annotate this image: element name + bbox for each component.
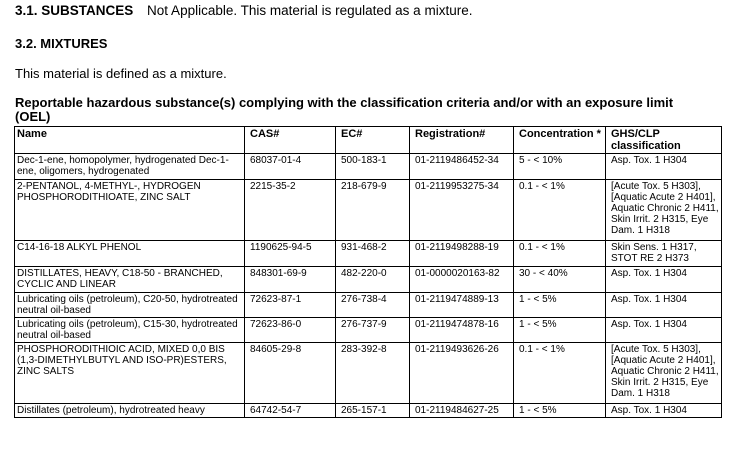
header-name: Name	[15, 127, 245, 154]
cell-cas: 1190625-94-5	[245, 241, 336, 267]
table-row	[15, 318, 722, 343]
cell-classification: Asp. Tox. 1 H304	[606, 154, 722, 180]
header-registration: Registration#	[410, 127, 514, 154]
cell-registration: 01-2119953275-34	[410, 180, 514, 241]
header-ec: EC#	[336, 127, 410, 154]
cell-concentration: 5 - < 10%	[514, 154, 606, 180]
cell-name: Distillates (petroleum), hydrotreated heavy	[15, 404, 245, 418]
cell-ec: 276-738-4	[336, 293, 410, 318]
cell-classification: [Acute Tox. 5 H303], [Aquatic Acute 2 H401], Aquatic Chronic 2 H411, Skin Irrit. 2 H315, Eye Dam. 1 H318	[606, 343, 722, 404]
table-row	[15, 154, 722, 180]
table-row	[15, 293, 722, 318]
cell-cas: 68037-01-4	[245, 154, 336, 180]
cell-ec: 283-392-8	[336, 343, 410, 404]
cell-classification: Asp. Tox. 1 H304	[606, 293, 722, 318]
section-3-1-text: Not Applicable. This material is regulated as a mixture.	[147, 3, 473, 18]
cell-classification: Asp. Tox. 1 H304	[606, 404, 722, 418]
cell-registration: 01-2119484627-25	[410, 404, 514, 418]
cell-registration: 01-2119493626-26	[410, 343, 514, 404]
table-row	[15, 267, 722, 293]
table-header-row	[15, 127, 722, 154]
section-3-1	[15, 3, 472, 18]
mixtures-table	[14, 126, 722, 418]
cell-cas: 84605-29-8	[245, 343, 336, 404]
cell-concentration: 0.1 - < 1%	[514, 180, 606, 241]
cell-ec: 500-183-1	[336, 154, 410, 180]
cell-registration: 01-2119474889-13	[410, 293, 514, 318]
table-row	[15, 343, 722, 404]
cell-registration: 01-2119474878-16	[410, 318, 514, 343]
table-title: Reportable hazardous substance(s) complying with the classification criteria and/or with an exposure limit (OEL)	[15, 95, 674, 124]
cell-name: Lubricating oils (petroleum), C15-30, hydrotreated neutral oil-based	[15, 318, 245, 343]
section-3-2-text: This material is defined as a mixture.	[15, 66, 227, 81]
cell-concentration: 1 - < 5%	[514, 318, 606, 343]
cell-cas: 72623-86-0	[245, 318, 336, 343]
cell-classification: Skin Sens. 1 H317, STOT RE 2 H373	[606, 241, 722, 267]
cell-cas: 848301-69-9	[245, 267, 336, 293]
cell-name: Dec-1-ene, homopolymer, hydrogenated Dec-1-ene, oligomers, hydrogenated	[15, 154, 245, 180]
cell-cas: 2215-35-2	[245, 180, 336, 241]
cell-classification: Asp. Tox. 1 H304	[606, 318, 722, 343]
header-classification: GHS/CLP classification	[606, 127, 722, 154]
cell-concentration: 0.1 - < 1%	[514, 241, 606, 267]
cell-concentration: 30 - < 40%	[514, 267, 606, 293]
table-row	[15, 180, 722, 241]
table-row	[15, 241, 722, 267]
cell-name: DISTILLATES, HEAVY, C18-50 - BRANCHED, CYCLIC AND LINEAR	[15, 267, 245, 293]
cell-name: PHOSPHORODITHIOIC ACID, MIXED 0,0 BIS (1,3-DIMETHYLBUTYL AND ISO-PR)ESTERS, ZINC SALTS	[15, 343, 245, 404]
section-3-2-heading: 3.2. MIXTURES	[15, 36, 108, 51]
section-3-1-heading: 3.1. SUBSTANCES	[15, 3, 134, 18]
cell-ec: 276-737-9	[336, 318, 410, 343]
cell-concentration: 1 - < 5%	[514, 293, 606, 318]
cell-classification: [Acute Tox. 5 H303], [Aquatic Acute 2 H401], Aquatic Chronic 2 H411, Skin Irrit. 2 H315, Eye Dam. 1 H318	[606, 180, 722, 241]
cell-ec: 482-220-0	[336, 267, 410, 293]
cell-name: Lubricating oils (petroleum), C20-50, hydrotreated neutral oil-based	[15, 293, 245, 318]
cell-cas: 72623-87-1	[245, 293, 336, 318]
cell-concentration: 0.1 - < 1%	[514, 343, 606, 404]
cell-concentration: 1 - < 5%	[514, 404, 606, 418]
cell-cas: 64742-54-7	[245, 404, 336, 418]
cell-classification: Asp. Tox. 1 H304	[606, 267, 722, 293]
header-cas: CAS#	[245, 127, 336, 154]
header-concentration: Concentration *	[514, 127, 606, 154]
cell-registration: 01-0000020163-82	[410, 267, 514, 293]
cell-ec: 931-468-2	[336, 241, 410, 267]
cell-name: 2-PENTANOL, 4-METHYL-, HYDROGEN PHOSPHORODITHIOATE, ZINC SALT	[15, 180, 245, 241]
cell-registration: 01-2119486452-34	[410, 154, 514, 180]
cell-ec: 265-157-1	[336, 404, 410, 418]
cell-registration: 01-2119498288-19	[410, 241, 514, 267]
table-row	[15, 404, 722, 418]
cell-ec: 218-679-9	[336, 180, 410, 241]
cell-name: C14-16-18 ALKYL PHENOL	[15, 241, 245, 267]
